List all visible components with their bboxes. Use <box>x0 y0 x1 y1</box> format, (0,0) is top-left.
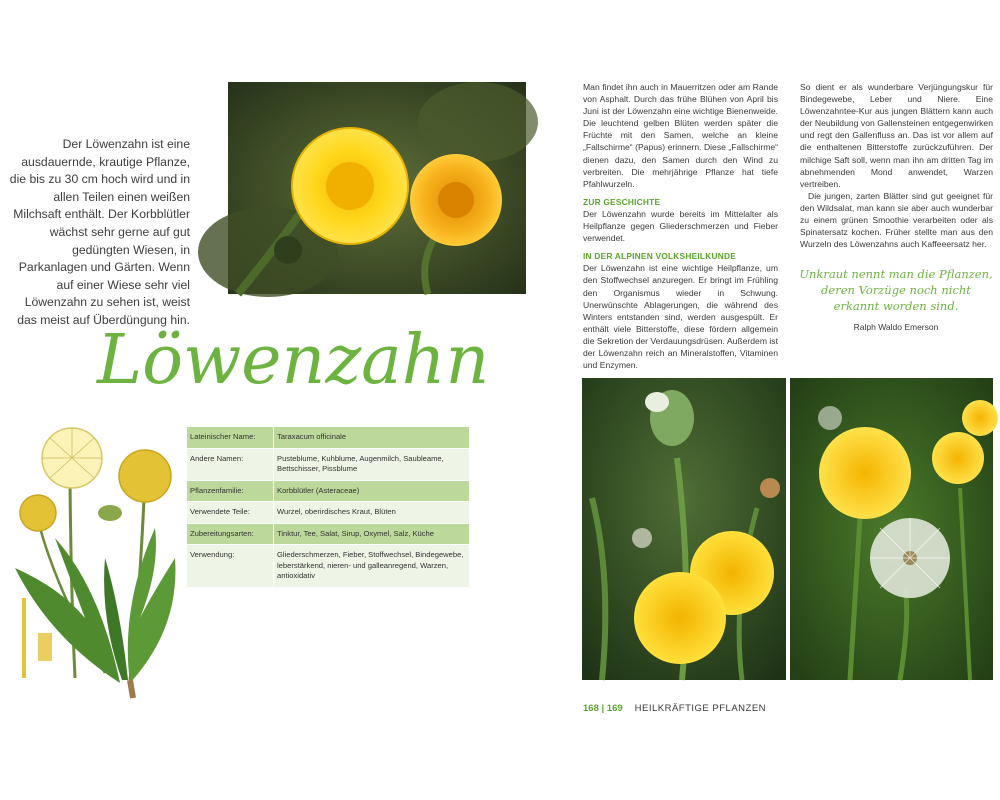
page-numbers: 168 | 169 <box>583 703 623 714</box>
fact-key: Verwendung: <box>187 545 274 587</box>
section-name: HEILKRÄFTIGE PFLANZEN <box>634 703 767 714</box>
section-heading-folk-medicine: IN DER ALPINEN VOLKSHEILKUNDE <box>583 251 736 262</box>
quote-text: Unkraut nennt man die Pflanzen, deren Vorzüge noch nicht erkannt worden sind. <box>799 267 993 313</box>
table-row <box>187 502 469 523</box>
text-column-2 <box>800 81 993 250</box>
text-column-1 <box>583 81 778 371</box>
fact-value: Wurzel, oberirdisches Kraut, Blüten <box>274 502 469 523</box>
fact-key: Zubereitungsarten: <box>187 524 274 545</box>
dandelion-bud-photo <box>582 378 786 680</box>
botanical-illustration <box>10 418 180 698</box>
body-paragraph: Der Löwenzahn wurde bereits im Mittelalter als Heilpflanze gegen Gliederschmerzen und Fieber verwendet. <box>583 208 778 244</box>
table-row <box>187 524 469 545</box>
facts-table <box>187 426 469 588</box>
title-text: Löwenzahn <box>97 321 490 400</box>
fact-key: Lateinischer Name: <box>187 427 274 448</box>
fact-key: Verwendete Teile: <box>187 502 274 523</box>
quote-author: Ralph Waldo Emerson <box>853 322 939 332</box>
body-paragraph: Die jungen, zarten Blätter sind gut geeignet für den Wildsalat, man kann sie aber auch wunderbar zu einem grünen Smoothie verarbeiten oder als Spinatersatz kochen. Früher stellte man aus den Wurzeln des Löwenzahns auch Kaffeeersatz her. <box>800 190 993 250</box>
table-row <box>187 481 469 502</box>
body-paragraph: Der Löwenzahn ist eine wichtige Heilpflanze, um den Stoffwechsel anzuregen. Er bringt im Frühling den Organismus wieder in Schwung. Unerwünschte Ablagerungen, die während des Winters entstanden sind, werden ausgespült. Er enthält viele Bitterstoffe, diese fördern allgemein die Sekretion der Verdauungsdrüsen. Außerdem ist der Löwenzahn reich an Mineralstoffen, Vitaminen und Enzymen. <box>583 263 778 371</box>
table-row <box>187 427 469 448</box>
fact-value: Tinktur, Tee, Salat, Sirup, Oxymel, Salz, Küche <box>274 524 469 545</box>
dandelion-seedhead-photo <box>790 378 993 680</box>
fact-value: Pusteblume, Kuhblume, Augenmilch, Saubleame, Bettschisser, Pissblume <box>274 449 469 480</box>
quote-block <box>798 266 994 332</box>
intro-paragraph: Der Löwenzahn ist eine ausdauernde, krautige Pflanze, die bis zu 30 cm hoch wird und in allen Teilen einen weißen Milchsaft enthält. Der Korbblütler wächst sehr gerne auf gut gedüngten Wiesen, in Parkanlagen und Gärten. Wenn auf einer Wiese sehr viel Löwenzahn zu sehen ist, weist das meist auf Überdüngung hin. <box>9 137 190 327</box>
fact-value: Korbblütler (Asteraceae) <box>274 481 469 502</box>
fact-value: Taraxacum officinale <box>274 427 469 448</box>
plant-title <box>95 305 490 415</box>
body-paragraph: Man findet ihn auch in Mauerritzen oder am Rande von Asphalt. Durch das frühe Blühen von April bis Juni ist der Löwenzahn eine wichtige Bienenweide. Die leuchtend gelben Blüten werden später die Früchte mit den Samen, welche an kleine „Fallschirme“ (Papus) erinnern. Diese „Fallschirme“ dienen dazu, den Samen durch den Wind zu verbreiten. Die mehrjährige Pflanze hat tiefe Pfahlwurzeln. <box>583 82 778 189</box>
section-heading-history: ZUR GESCHICHTE <box>583 196 661 207</box>
dandelion-flowers-photo <box>228 82 526 294</box>
fact-key: Andere Namen: <box>187 449 274 480</box>
fact-key: Pflanzenfamilie: <box>187 481 274 502</box>
table-row <box>187 545 469 587</box>
table-row <box>187 449 469 480</box>
fact-value: Gliederschmerzen, Fieber, Stoffwechsel, Bindegewebe, leberstärkend, nieren- und galleanregend, Warzen, antioxidativ <box>274 545 469 587</box>
page-footer <box>583 703 766 714</box>
body-paragraph: So dient er als wunderbare Verjüngungskur für Bindegewebe, Leber und Niere. Eine Löwenzahntee-Kur aus jungen Blättern kann auch der Neubildung von Gallensteinen entgegenwirken und regt den Gallenfluss an. Das ist vor allem auf die enthaltenen Bitterstoffe zurückzuführen. Der milchige Saft soll, wenn man ihn am dritten Tag im abnehmenden Mond anwendet, Warzen vertreiben. <box>800 82 993 189</box>
